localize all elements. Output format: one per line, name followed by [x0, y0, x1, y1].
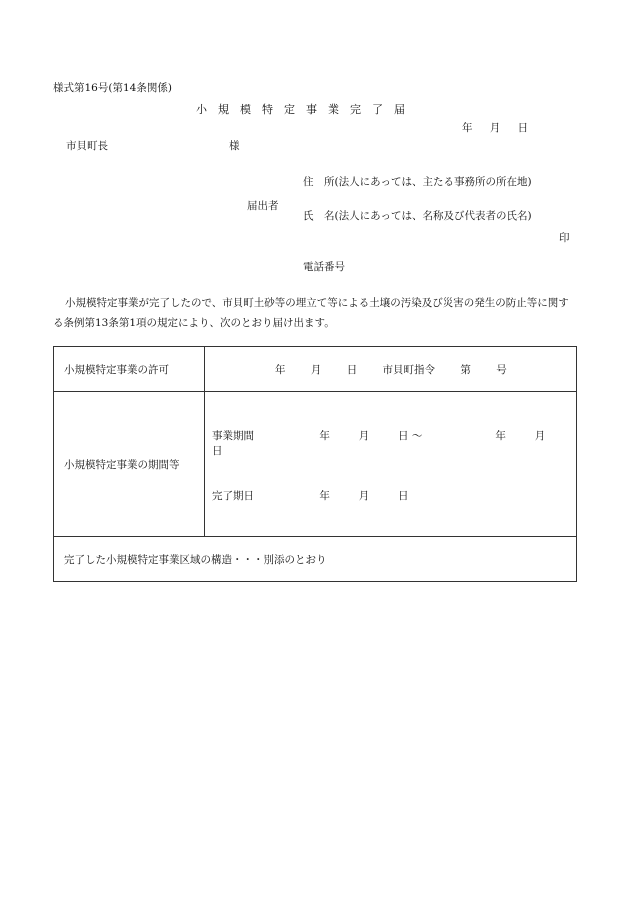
body-text: 小規模特定事業が完了したので、市貝町土砂等の埋立て等による土壌の汚染及び災害の発生の防止等に関する条例第13条第1項の規定により、次のとおり届け出ます。 — [53, 297, 569, 329]
permit-year: 年 — [275, 363, 286, 376]
permit-day: 日 — [346, 363, 358, 376]
notifier-label: 届出者 — [247, 200, 279, 212]
phone-label: 電話番号 — [303, 261, 345, 273]
period-end-day: 日 — [212, 445, 223, 457]
period-cell — [205, 392, 577, 537]
business-period-label: 事業期間 — [212, 430, 254, 442]
structure-row — [54, 537, 577, 582]
completion-year: 年 — [319, 490, 330, 502]
period-start-year: 年 — [319, 430, 330, 442]
honorific: 様 — [229, 140, 240, 152]
business-period — [212, 428, 576, 458]
structure-note: 完了した小規模特定事業区域の構造・・・別添のとおり — [54, 537, 577, 582]
addressee: 市貝町長 — [66, 140, 108, 152]
completion-label: 完了期日 — [212, 490, 254, 502]
period-start-month: 月 — [358, 430, 370, 442]
permit-dai: 第 — [460, 363, 471, 376]
permit-go: 号 — [496, 363, 507, 376]
period-end-month: 月 — [534, 430, 546, 442]
form-number: 様式第16号(第14条関係) — [53, 82, 172, 94]
address-label: 住 所(法人にあっては、主たる事務所の所在地) — [303, 176, 532, 188]
permit-value — [205, 347, 577, 392]
document-title: 小規模特定事業完了届 — [196, 103, 416, 116]
seal-mark: 印 — [559, 232, 570, 244]
permit-label: 小規模特定事業の許可 — [54, 347, 205, 392]
period-start-day: 日 〜 — [398, 430, 423, 442]
permit-month: 月 — [310, 363, 322, 376]
completion-day: 日 — [398, 490, 409, 502]
form-table — [53, 346, 577, 582]
permit-authority: 市貝町指令 — [382, 363, 436, 376]
submission-date: 年 月 日 — [462, 122, 529, 134]
period-end-year: 年 — [495, 430, 506, 442]
name-label: 氏 名(法人にあっては、名称及び代表者の氏名) — [303, 210, 532, 222]
period-row-label: 小規模特定事業の期間等 — [54, 392, 205, 537]
period-row — [54, 392, 577, 537]
completion-date — [212, 488, 409, 503]
completion-month: 月 — [358, 490, 370, 502]
permit-row — [54, 347, 577, 392]
